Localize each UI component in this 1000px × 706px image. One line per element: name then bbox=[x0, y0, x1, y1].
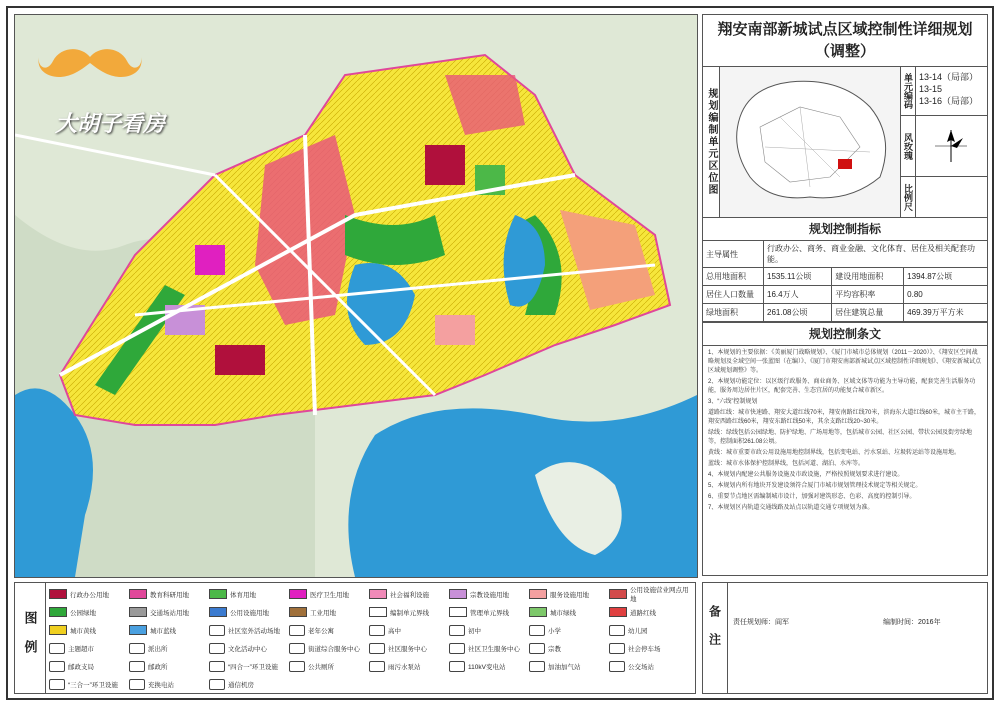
legend-symbol-icon bbox=[529, 643, 545, 654]
clause: 6、重要节点地区需编制城市设计，加强对建筑形态、色彩、高度的控制引导。 bbox=[708, 494, 916, 500]
plan-title bbox=[703, 15, 987, 67]
legend-symbol-icon bbox=[129, 661, 145, 672]
clause: 道路红线：城市快速路、翔安大道红线70米，翔安南路红线70米，滨海东大道红线60米，城市主干路，翔安西路红线60米，翔安东路红线50米，其余支路红线20~30米。 bbox=[708, 410, 981, 425]
city-outline-map bbox=[720, 67, 900, 217]
indicator-value: 261.08公顷 bbox=[764, 304, 832, 322]
legend-label: 雨污水泵站 bbox=[388, 663, 421, 671]
legend-symbol-icon bbox=[369, 643, 385, 654]
compile-date: 编制时间：2016年 bbox=[883, 619, 941, 626]
legend-label: 城市绿线 bbox=[550, 609, 576, 617]
clause: 蓝线：城市水体保护控制界线，包括河道、湖泊、水库等。 bbox=[708, 461, 865, 467]
legend-symbol-item bbox=[529, 641, 609, 655]
legend-label: 公交场站 bbox=[628, 663, 654, 671]
legend-symbol-item bbox=[129, 677, 209, 691]
legend-swatch bbox=[209, 607, 227, 617]
clause: 3、“六线”控制规划 bbox=[708, 399, 758, 405]
clause: 5、本规划内所有地块开发建设须符合厦门市城市规划管理技术规定等相关规定。 bbox=[708, 483, 922, 489]
legend-label: 公园绿地 bbox=[70, 609, 96, 617]
legend-label: 社会福利设施 bbox=[390, 591, 429, 599]
legend-symbol-item bbox=[209, 659, 289, 673]
legend-item bbox=[289, 587, 369, 601]
legend-swatch bbox=[129, 589, 147, 599]
indicator-value: 0.80 bbox=[904, 286, 987, 304]
legend-symbol-icon bbox=[369, 661, 385, 672]
legend-label: 高中 bbox=[388, 627, 401, 635]
legend-item bbox=[49, 587, 129, 601]
scale-row bbox=[901, 177, 987, 217]
legend-item bbox=[609, 587, 689, 601]
legend-swatch bbox=[449, 607, 467, 617]
legend-symbol-item bbox=[289, 623, 369, 637]
legend-symbol-icon bbox=[289, 661, 305, 672]
legend-symbol-item bbox=[49, 641, 129, 655]
legend-label: “四合一”环卫设施 bbox=[228, 663, 278, 671]
legend-label: 社区卫生服务中心 bbox=[468, 645, 520, 653]
legend-items bbox=[49, 587, 693, 695]
legend-symbol-item bbox=[369, 641, 449, 655]
table-row bbox=[703, 241, 987, 268]
legend-symbol-icon bbox=[49, 643, 65, 654]
legend-label: 管理单元界线 bbox=[470, 609, 509, 617]
legend-item bbox=[529, 587, 609, 601]
legend-label: 小学 bbox=[548, 627, 561, 635]
legend-symbol-item bbox=[529, 659, 609, 673]
indicator-value: 1394.87公顷 bbox=[904, 268, 987, 286]
legend-symbol-item bbox=[209, 641, 289, 655]
legend-item bbox=[369, 605, 449, 619]
legend-swatch bbox=[289, 589, 307, 599]
indicator-key: 平均容积率 bbox=[832, 286, 904, 304]
indicator-key: 建设用地面积 bbox=[832, 268, 904, 286]
legend-item bbox=[449, 605, 529, 619]
legend-symbol-item bbox=[369, 623, 449, 637]
legend-symbol-icon bbox=[529, 661, 545, 672]
legend-symbol-item bbox=[289, 659, 369, 673]
legend-label: 教育科研用地 bbox=[150, 591, 189, 599]
legend-symbol-icon bbox=[609, 643, 625, 654]
legend-label: 宗教 bbox=[548, 645, 561, 653]
legend-swatch bbox=[369, 607, 387, 617]
legend-item bbox=[609, 605, 689, 619]
legend-label: 编制单元界线 bbox=[390, 609, 429, 617]
indicator-key: 居住人口数量 bbox=[703, 286, 764, 304]
legend-label: 社区服务中心 bbox=[388, 645, 427, 653]
legend-label: 社区室外活动场地 bbox=[228, 627, 280, 635]
legend-heading: 图例 bbox=[15, 583, 46, 693]
legend-swatch bbox=[129, 625, 147, 635]
legend-symbol-icon bbox=[209, 661, 225, 672]
legend-symbol-item bbox=[49, 659, 129, 673]
indicator-key: 居住建筑总量 bbox=[832, 304, 904, 322]
legend-symbol-item bbox=[129, 659, 209, 673]
legend-symbol-item bbox=[49, 677, 129, 691]
legend-label: 幼儿园 bbox=[628, 627, 648, 635]
title-line1: 翔安南部新城试点区域控制性详细规划 bbox=[717, 21, 973, 38]
unit-location-label: 规划编制单元区位图 bbox=[703, 67, 720, 217]
legend-symbol-icon bbox=[209, 643, 225, 654]
legend-symbol-icon bbox=[289, 643, 305, 654]
table-row bbox=[703, 286, 987, 304]
legend-swatch bbox=[529, 589, 547, 599]
legend-symbol-icon bbox=[129, 679, 145, 690]
parcel bbox=[435, 315, 475, 345]
legend-symbol-icon bbox=[449, 625, 465, 636]
legend-symbol-item bbox=[449, 623, 529, 637]
legend-item bbox=[129, 623, 209, 637]
indicator-value: 16.4万人 bbox=[764, 286, 832, 304]
city-location-map bbox=[720, 67, 901, 217]
indicator-value: 行政办公、商务、商业金融、文化体育、居住及相关配套功能。 bbox=[764, 241, 988, 268]
legend-box bbox=[14, 582, 696, 694]
legend-symbol-item bbox=[529, 623, 609, 637]
legend-item bbox=[369, 587, 449, 601]
legend-swatch bbox=[129, 607, 147, 617]
unit-code-values bbox=[919, 71, 978, 107]
legend-label: 医疗卫生用地 bbox=[310, 591, 349, 599]
legend-label: 城市蓝线 bbox=[150, 627, 176, 635]
sea-south bbox=[348, 395, 697, 577]
indicator-value: 469.39万平方米 bbox=[904, 304, 987, 322]
legend-symbol-item bbox=[449, 641, 529, 655]
legend-symbol-item bbox=[449, 659, 529, 673]
map-canvas bbox=[15, 15, 697, 577]
clause: 2、本规划功能定位：以区级行政服务、商业商务、区域文体等功能为主导功能，配套完善生活服务功能，服务周边居住片区，配套完善、生态宜居的功能复合城市新区。 bbox=[708, 379, 976, 394]
table-row bbox=[703, 304, 987, 322]
legend-label: 邮政支局 bbox=[68, 663, 94, 671]
notes-heading: 备注 bbox=[703, 583, 728, 693]
legend-symbol-icon bbox=[129, 643, 145, 654]
info-panel bbox=[702, 14, 988, 576]
unit-code-label: 单元编码 bbox=[901, 67, 916, 115]
legend-symbol-icon bbox=[609, 625, 625, 636]
legend-item bbox=[49, 623, 129, 637]
legend-item bbox=[289, 605, 369, 619]
legend-item bbox=[129, 605, 209, 619]
legend-label: 充换电站 bbox=[148, 681, 174, 689]
unit-code: 13-16（局部） bbox=[919, 96, 979, 106]
unit-code: 13-15 bbox=[919, 84, 943, 94]
wind-rose-row bbox=[901, 116, 987, 177]
scale-label: 比例尺 bbox=[901, 177, 916, 217]
legend-item bbox=[529, 605, 609, 619]
legend-label: 老年公寓 bbox=[308, 627, 334, 635]
legend-label: 公用设施用地 bbox=[230, 609, 269, 617]
wind-rose-label: 风玫瑰 bbox=[901, 116, 916, 176]
parcel bbox=[425, 145, 465, 185]
legend-label: 交通场站用地 bbox=[150, 609, 189, 617]
legend-symbol-item bbox=[609, 623, 689, 637]
indicator-key: 总用地面积 bbox=[703, 268, 764, 286]
legend-item bbox=[449, 587, 529, 601]
legend-symbol-item bbox=[609, 659, 689, 673]
legend-label: 邮政所 bbox=[148, 663, 168, 671]
legend-label: “三合一”环卫设施 bbox=[68, 681, 118, 689]
unit-code: 13-14（局部） bbox=[919, 72, 979, 82]
clause: 1、本规划的主要依据：《美丽厦门战略规划》、《厦门市城市总体规划（2011－2020）》、《翔安区空间战略规划及全域空间一张蓝图（在编）》、《厦门市翔安南部新城试点区域控制性详细规划》、《翔安新城试点区域规划调整》等。 bbox=[708, 350, 982, 374]
legend-label: 公共厕所 bbox=[308, 663, 334, 671]
legend-swatch bbox=[289, 607, 307, 617]
legend-label: 通信机房 bbox=[228, 681, 254, 689]
legend-item bbox=[209, 605, 289, 619]
legend-label: 主题超市 bbox=[68, 645, 94, 653]
legend-label: 街道综合服务中心 bbox=[308, 645, 360, 653]
indicator-key: 绿地面积 bbox=[703, 304, 764, 322]
legend-symbol-icon bbox=[529, 625, 545, 636]
responsible-planner: 责任规划师：阎军 bbox=[733, 619, 789, 626]
legend-swatch bbox=[49, 589, 67, 599]
wind-rose-icon bbox=[931, 128, 971, 164]
land-use-map[interactable] bbox=[14, 14, 698, 578]
notes-box bbox=[702, 582, 988, 694]
legend-symbol-icon bbox=[289, 625, 305, 636]
legend-symbol-icon bbox=[209, 625, 225, 636]
legend-symbol-item bbox=[289, 641, 369, 655]
mustache-logo bbox=[35, 43, 145, 83]
legend-symbol-icon bbox=[449, 661, 465, 672]
clauses-text bbox=[703, 346, 987, 604]
clause: 黄线：城市重要市政公用设施用地控制界线，包括变电站、污水泵站、垃圾转运站等设施用地。 bbox=[708, 450, 961, 456]
parcel bbox=[215, 345, 265, 375]
legend-item bbox=[129, 587, 209, 601]
legend-symbol-icon bbox=[609, 661, 625, 672]
legend-label: 社会停车场 bbox=[628, 645, 661, 653]
unit-side-info bbox=[901, 67, 987, 217]
clauses-heading: 规划控制条文 bbox=[703, 322, 987, 346]
indicators-table bbox=[703, 241, 987, 322]
legend-item bbox=[49, 605, 129, 619]
title-line2: （调整） bbox=[814, 43, 875, 60]
legend-swatch bbox=[529, 607, 547, 617]
legend-symbol-item bbox=[609, 641, 689, 655]
legend-symbol-icon bbox=[49, 661, 65, 672]
legend-swatch bbox=[449, 589, 467, 599]
legend-label: 派出所 bbox=[148, 645, 168, 653]
legend-label: 道路红线 bbox=[630, 609, 656, 617]
legend-swatch bbox=[609, 589, 627, 599]
legend-symbol-icon bbox=[449, 643, 465, 654]
legend-swatch bbox=[209, 589, 227, 599]
legend-symbol-item bbox=[129, 641, 209, 655]
clause: 绿线：绿线包括公园绿地、防护绿地、广场用地等，包括城市公园、社区公园、带状公园及街旁绿地等，控制面积261.08公顷。 bbox=[708, 430, 973, 445]
legend-symbol-item bbox=[209, 623, 289, 637]
clause: 4、本规划内配建公共服务设施及市政设施，严格按照规划要求进行建设。 bbox=[708, 472, 904, 478]
legend-label: 宗教设施用地 bbox=[470, 591, 509, 599]
legend-swatch bbox=[609, 607, 627, 617]
indicator-value: 1535.11公顷 bbox=[764, 268, 832, 286]
legend-item bbox=[209, 587, 289, 601]
indicator-key: 主导属性 bbox=[703, 241, 764, 268]
legend-label: 城市黄线 bbox=[70, 627, 96, 635]
legend-label: 公用设施营业网点用地 bbox=[630, 587, 689, 603]
indicators-heading: 规划控制指标 bbox=[703, 218, 987, 241]
legend-label: 文化活动中心 bbox=[228, 645, 267, 653]
clause: 7、本规划区内轨道交通线路及站点以轨道交通专项规划为准。 bbox=[708, 505, 874, 511]
legend-swatch bbox=[369, 589, 387, 599]
legend-label: 行政办公用地 bbox=[70, 591, 109, 599]
legend-swatch bbox=[49, 607, 67, 617]
legend-symbol-item bbox=[369, 659, 449, 673]
legend-symbol-icon bbox=[49, 679, 65, 690]
legend-label: 110kV变电站 bbox=[468, 663, 506, 671]
legend-label: 加油加气站 bbox=[548, 663, 581, 671]
site-marker bbox=[838, 159, 852, 169]
legend-swatch bbox=[49, 625, 67, 635]
legend-label: 工业用地 bbox=[310, 609, 336, 617]
legend-symbol-icon bbox=[369, 625, 385, 636]
unit-location-box bbox=[703, 67, 987, 218]
parcel bbox=[195, 245, 225, 275]
legend-label: 初中 bbox=[468, 627, 481, 635]
legend-symbol-icon bbox=[209, 679, 225, 690]
legend-label: 体育用地 bbox=[230, 591, 256, 599]
table-row bbox=[703, 268, 987, 286]
watermark: 大胡子看房 bbox=[55, 111, 166, 136]
unit-code-row bbox=[901, 67, 987, 116]
legend-symbol-item bbox=[209, 677, 289, 691]
legend-label: 服务设施用地 bbox=[550, 591, 589, 599]
